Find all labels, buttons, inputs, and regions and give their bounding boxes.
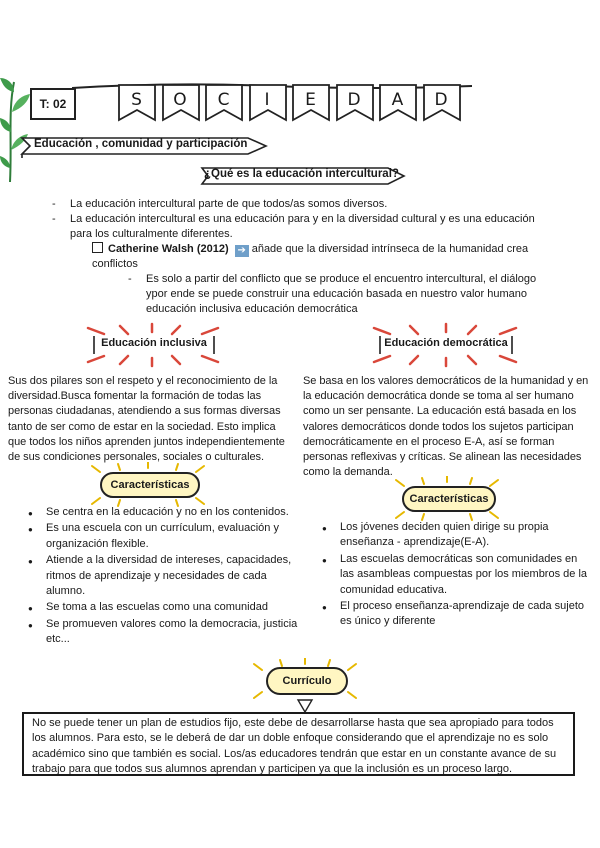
title-flag — [118, 84, 156, 122]
title-letter: O — [173, 90, 188, 110]
intro-bullet-text: La educación intercultural es una educación para y en la diversidad cultural y es una educación para los culturalmente diferentes. — [70, 213, 535, 240]
left-characteristics-label: Características — [100, 472, 200, 498]
title-letter: S — [131, 90, 143, 110]
title-flag — [379, 84, 417, 122]
left-characteristics-list — [28, 505, 298, 649]
topic-label: T: 02 — [30, 88, 76, 120]
question-heading: ¿Qué es la educación intercultural? — [204, 168, 399, 180]
characteristic-item — [28, 617, 298, 648]
subtitle: Educación , comunidad y participación — [34, 138, 248, 150]
characteristic-text: Las escuelas democráticas son comunidades en las asambleas compuestas por los miembros de la comunidad educativa. — [340, 552, 588, 596]
title-flag — [205, 84, 243, 122]
quote-sub-text: Es solo a partir del conflicto que se produce el encuentro intercultural, el diálogo ypor ende se puede construir una educación basada en nuestro valor humano educación inclusiva educación democrática — [146, 273, 537, 315]
intro-bullet-text: La educación intercultural parte de que todos/as somos diversos. — [70, 198, 388, 210]
right-paragraph: Se basa en los valores democráticos de la humanidad y en la educación democrática donde se toma al ser humano como un ser pensante. La educación está basada en los valores democráticos donde todos los sujetos participan democráticamente en el proceso E-A, así se forman personas reflexivas y críticas. Se alinean las necesidades como la demanda. — [303, 375, 589, 479]
title-flag — [249, 84, 287, 122]
characteristic-item — [28, 553, 298, 599]
left-heading: Educación inclusiva — [101, 337, 207, 349]
right-heading: Educación democrática — [384, 337, 508, 349]
curriculum-box: No se puede tener un plan de estudios fijo, este debe de desarrollarse hasta que sea apropiado para todos los alumnos. Para esto, se le deberá de dar un doble enfoque considerando que el aprendizaje no es solo académico sino que también es social. Los/as educadores tendrán que estar en un constante avance de su trabajo para que todos sus alumnos aprendan y participen ya que la inclusión es un proceso largo. — [22, 712, 575, 776]
characteristic-item — [28, 521, 298, 552]
bullet-icon: ● — [322, 555, 327, 565]
characteristic-item — [28, 505, 298, 520]
title-letter: E — [305, 90, 317, 110]
intro-bullet-1: - La educación intercultural parte de que todos/as somos diversos. — [52, 197, 542, 212]
title-letter: D — [347, 90, 362, 110]
curriculum-label: Currículo — [266, 667, 348, 695]
title-flag — [336, 84, 374, 122]
intro-bullet-2: - La educación intercultural es una educación para y en la diversidad cultural y es una educación para los culturalmente diferentes. — [52, 212, 552, 242]
right-characteristics-list — [322, 520, 594, 631]
characteristic-item — [28, 600, 298, 615]
bullet-icon: ● — [28, 509, 33, 518]
characteristic-text: Atiende a la diversidad de intereses, capacidades, ritmos de aprendizaje y necesidades de cada alumno. — [46, 554, 292, 598]
bullet-icon: ● — [28, 525, 33, 535]
characteristic-text: Los jóvenes deciden quien dirige su propia enseñanza - aprendizaje(E-A). — [340, 521, 549, 549]
left-paragraph: Sus dos pilares son el respeto y el reconocimiento de la diversidad.Busca fomentar la formación de todas las personas ciudadanas, atendiendo a sus formas diversas tanto de ser como de estar en la sociedad. Esto implica que todos los niños aprenden juntos independientemente de sus condiciones personales, sociales o culturales. — [8, 375, 285, 464]
checkbox-icon — [92, 242, 103, 253]
title-letter: I — [264, 90, 271, 110]
arrow-right-icon: ➔ — [235, 245, 249, 257]
bullet-icon: ● — [28, 557, 33, 567]
characteristic-text: Es una escuela con un currículum, evaluación y organización flexible. — [46, 522, 279, 550]
characteristic-item — [322, 520, 594, 551]
title-letter: A — [391, 90, 405, 110]
quote-author: Catherine Walsh (2012) — [108, 243, 229, 255]
title-letter: C — [217, 90, 231, 110]
characteristic-text: Se centra en la educación y no en los contenidos. — [46, 506, 289, 518]
title-flag — [423, 84, 461, 122]
right-characteristics-label: Características — [402, 486, 496, 512]
bullet-icon: ● — [28, 604, 33, 614]
characteristic-text: Se promueven valores como la democracia, justicia etc... — [46, 617, 298, 646]
bullet-icon: ● — [322, 603, 327, 613]
characteristic-text: El proceso enseñanza-aprendizaje de cada sujeto es único y diferente — [340, 600, 584, 628]
characteristic-item — [322, 552, 594, 598]
characteristic-item — [322, 599, 594, 630]
title-flag — [292, 84, 330, 122]
bullet-icon: ● — [322, 524, 327, 533]
quote-line — [92, 242, 532, 272]
quote-text: añade que la diversidad intrínseca de la humanidad crea conflictos — [92, 243, 529, 270]
title-flag — [162, 84, 200, 122]
quote-sub-bullet: - Es solo a partir del conflicto que se produce el encuentro intercultural, el diálogo ypor ende se puede construir una educación basada en nuestro valor humano educación inclusiva educación democrática — [128, 272, 560, 317]
title-letter: D — [434, 90, 449, 110]
characteristic-text: Se toma a las escuelas como una comunidad — [46, 601, 268, 614]
bullet-icon: ● — [28, 620, 33, 630]
